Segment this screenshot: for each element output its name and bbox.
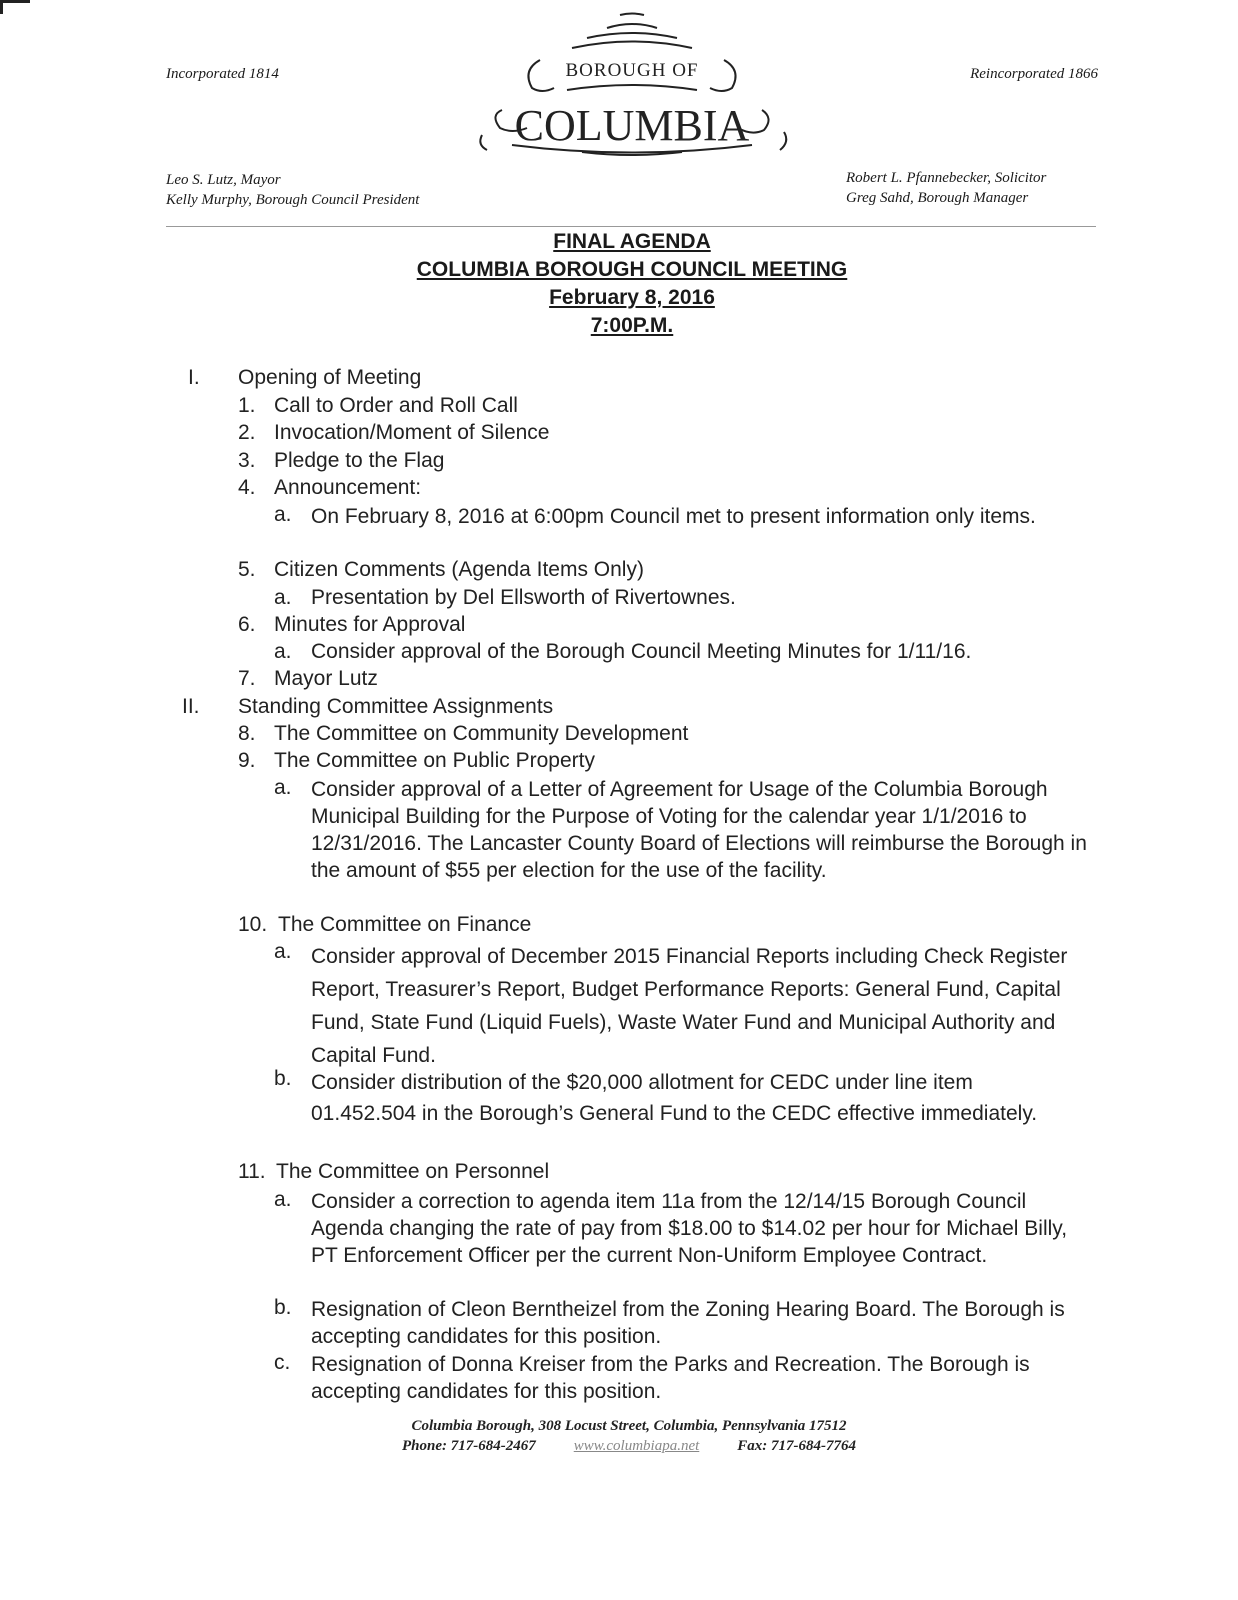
scan-edge-mark-vertical <box>0 0 3 14</box>
item-marker-11: 11. <box>238 1160 266 1183</box>
header-divider <box>166 226 1096 227</box>
item-marker-1: 1. <box>238 394 256 417</box>
borough-logo <box>472 10 792 160</box>
officials-left <box>166 170 419 210</box>
item-marker-3: 3. <box>238 449 256 472</box>
section-marker-1: I. <box>188 366 200 389</box>
subitem-marker-10b: b. <box>274 1067 292 1090</box>
subitem-text-6a: Consider approval of the Borough Council Meeting Minutes for 1/11/16. <box>311 640 972 663</box>
officials-right <box>846 168 1046 208</box>
subitem-marker-11c: c. <box>274 1351 291 1374</box>
item-text-8: The Committee on Community Development <box>274 722 689 745</box>
council-president-text: Kelly Murphy, Borough Council President <box>166 192 420 208</box>
item-marker-8: 8. <box>238 722 256 745</box>
item-marker-7: 7. <box>238 667 256 690</box>
section-title-opening: Opening of Meeting <box>238 366 422 389</box>
title-meeting-name: COLUMBIA BOROUGH COUNCIL MEETING <box>416 258 848 281</box>
title-date: February 8, 2016 <box>549 286 715 309</box>
footer-phone: Phone: 717-684-2467 <box>401 1438 536 1454</box>
subitem-text-4a: On February 8, 2016 at 6:00pm Council met to present information only items. <box>311 505 1036 528</box>
footer-fax: Fax: 717-684-7764 <box>737 1438 857 1454</box>
subitem-text-9a: Consider approval of a Letter of Agreement for Usage of the Columbia Borough Municipal Building for the Purpose of Voting for the calendar year 1/1/2016 to 12/31/2016. The Lancaster County Board of Elections will reimburse the Borough in the amount of $55 per election for the use of the facility. <box>311 778 1087 882</box>
subitem-marker-4a: a. <box>274 503 292 526</box>
section-title-standing-committee: Standing Committee Assignments <box>238 695 554 718</box>
item-text-1: Call to Order and Roll Call <box>274 394 518 417</box>
mayor-text: Leo S. Lutz, Mayor <box>166 172 281 188</box>
title-final-agenda: FINAL AGENDA <box>553 230 711 253</box>
subitem-text-11c: Resignation of Donna Kreiser from the Parks and Recreation. The Borough is accepting candidates for this position. <box>311 1353 1030 1403</box>
subitem-text-11a: Consider a correction to agenda item 11a from the 12/14/15 Borough Council Agenda changing the rate of pay from $18.00 to $14.02 per hour for Michael Billy, PT Enforcement Officer per the current Non-Uniform Employee Contract. <box>311 1190 1068 1267</box>
agenda-title-block <box>0 228 1238 340</box>
item-marker-6: 6. <box>238 613 256 636</box>
item-marker-4: 4. <box>238 476 256 499</box>
footer-website-link[interactable]: www.columbiapa.net <box>573 1438 700 1454</box>
item-marker-2: 2. <box>238 421 256 444</box>
title-time: 7:00P.M. <box>590 314 674 337</box>
item-text-7: Mayor Lutz <box>274 667 378 690</box>
subitem-marker-6a: a. <box>274 640 292 663</box>
item-marker-10: 10. <box>238 913 268 936</box>
incorporated-text: Incorporated 1814 <box>166 66 279 82</box>
solicitor-text: Robert L. Pfannebecker, Solicitor <box>846 170 1047 186</box>
item-text-10: The Committee on Finance <box>278 913 532 936</box>
section-marker-2: II. <box>182 695 200 718</box>
item-text-2: Invocation/Moment of Silence <box>274 421 550 444</box>
item-text-4: Announcement: <box>274 476 422 499</box>
subitem-text-11b: Resignation of Cleon Berntheizel from the Zoning Hearing Board. The Borough is accepting candidates for this position. <box>311 1298 1065 1348</box>
item-text-6: Minutes for Approval <box>274 613 466 636</box>
subitem-marker-9a: a. <box>274 776 292 799</box>
subitem-text-5a: Presentation by Del Ellsworth of Rivertownes. <box>311 586 736 609</box>
footer-contact <box>0 1438 1238 1455</box>
manager-text: Greg Sahd, Borough Manager <box>846 190 1029 206</box>
footer-address: Columbia Borough, 308 Locust Street, Columbia, Pennsylvania 17512 <box>411 1418 847 1434</box>
reincorporated-text: Reincorporated 1866 <box>970 66 1098 82</box>
subitem-marker-11b: b. <box>274 1296 292 1319</box>
logo-text-columbia: COLUMBIA <box>514 101 750 150</box>
item-text-9: The Committee on Public Property <box>274 749 595 772</box>
subitem-marker-10a: a. <box>274 940 292 963</box>
item-marker-5: 5. <box>238 558 256 581</box>
subitem-marker-5a: a. <box>274 586 292 609</box>
item-text-11: The Committee on Personnel <box>276 1160 550 1183</box>
item-text-5: Citizen Comments (Agenda Items Only) <box>274 558 644 581</box>
logo-text-borough-of: BOROUGH OF <box>565 60 699 81</box>
item-text-3: Pledge to the Flag <box>274 449 445 472</box>
subitem-marker-11a: a. <box>274 1188 292 1211</box>
subitem-text-10a: Consider approval of December 2015 Financial Reports including Check Register Report, Treasurer’s Report, Budget Performance Reports: General Fund, Capital Fund, State Fund (Liquid Fuels), Waste Water Fund and Municipal Authority and Capital Fund. <box>311 945 1068 1067</box>
scan-edge-mark <box>0 0 30 3</box>
subitem-text-10b: Consider distribution of the $20,000 allotment for CEDC under line item 01.452.504 in the Borough’s General Fund to the CEDC effective immediately. <box>311 1071 1038 1125</box>
item-marker-9: 9. <box>238 749 256 772</box>
